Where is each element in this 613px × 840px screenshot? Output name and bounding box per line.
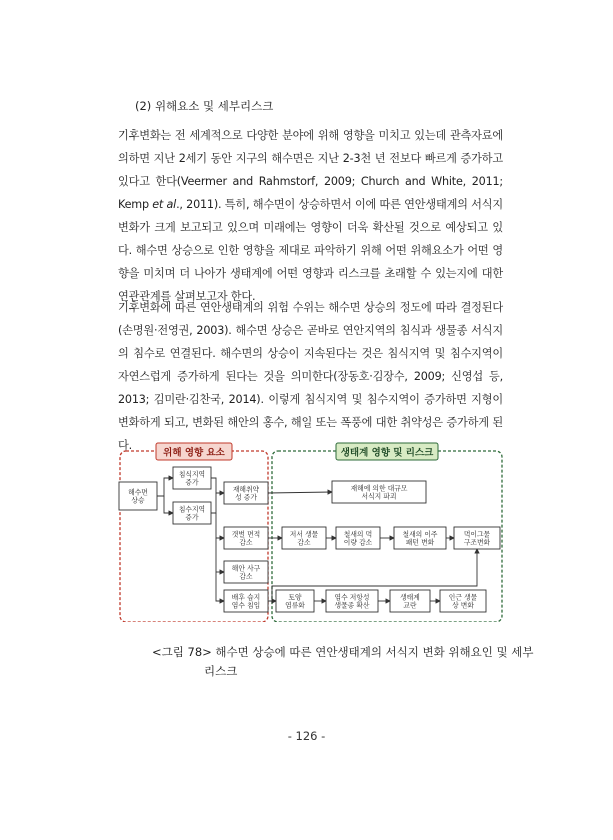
node-benthic-decrease: [282, 527, 326, 549]
edge-1: [157, 478, 173, 496]
section-heading: (2) 위해요소 및 세부리스크: [135, 99, 274, 113]
paragraph-1: [118, 124, 503, 308]
page-number: - 126 -: [287, 729, 326, 743]
node-erosion-increase: [173, 467, 211, 489]
figure-caption: [152, 643, 534, 681]
svg-text:재해취약성 증가: 재해취약 성 증가: [232, 485, 260, 502]
node-flood-increase: [173, 502, 211, 524]
caption-line-2: 리스크: [204, 664, 238, 678]
svg-text:염수 저항성생물종 확산: 염수 저항성 생물종 확산: [334, 593, 370, 610]
node-salt-tolerant-spread: [326, 590, 378, 612]
edge-3: [211, 478, 224, 493]
node-tidal-flat-area-decrease: [224, 527, 268, 549]
svg-text:갯벌 면적감소: 갯벌 면적 감소: [231, 530, 261, 547]
node-habitat-destruction: [332, 481, 426, 503]
paragraph-2: 기후변화에 따른 연안생태계의 위험 수위는 해수면 상승의 정도에 따라 결정된다(손명원·전영권, 2003). 해수면 상승은 곧바로 연안지역의 침식과 생물종 서식지의 침수로 연결된다. 해수면의 상승이 지속된다는 것은 침식지역 및 침수지역이 자연스럽게 증가하게 된다는 것을 의미한다(장동호·김장수, 2009; 신영섭 등, 2013; 김미란·김찬국, 2014). 이렇게 침식지역 및 침수지역이 증가하면 지형이 변화하게 되고, 변화된 해안의 홍수, 해일 또는 폭풍에 대한 취약성은 증가하게 된다.: [118, 301, 503, 452]
svg-text:인근 생물상 변화: 인근 생물 상 변화: [448, 593, 478, 610]
svg-text:저서 생물감소: 저서 생물 감소: [289, 530, 319, 547]
node-sea-level-rise: [119, 482, 157, 510]
svg-text:생태계교란: 생태계 교란: [400, 593, 420, 610]
svg-text:먹이그물구조변화: 먹이그물 구조변화: [463, 530, 491, 547]
diagram-nodes: [119, 467, 500, 612]
svg-text:침수지역증가: 침수지역 증가: [178, 505, 206, 522]
node-vulnerability-increase: [224, 482, 268, 504]
paragraph-1-part-a: 기후변화는 전 세계적으로 다양한 분야에 위해 영향을 미치고 있는데 관측자료에 의하면 지난 2세기 동안 지구의 해수면은 지난 2-3천 년 전보다 빠르게 증가하고 있다고 한다(Veermer and Rahmstorf, 2009; Church and White, 2011; Kemp: [118, 129, 503, 211]
svg-text:침식지역증가: 침식지역 증가: [178, 470, 206, 487]
edge-4: [211, 493, 216, 513]
caption-line-1: <그림 78> 해수면 상승에 따른 연안생태계의 서식지 변화 위해요인 및 세부: [152, 645, 534, 659]
node-foodweb-change: [454, 527, 500, 549]
edge-5: [268, 492, 332, 493]
left-group-label: 위해 영향 요소: [163, 447, 225, 459]
svg-text:재해에 의한 대규모서식지 파괴: 재해에 의한 대규모 서식지 파괴: [350, 484, 408, 501]
paragraph-1-italic: et al: [152, 198, 177, 211]
node-bird-feeding-decrease: [336, 527, 380, 549]
node-ecosystem-disturbance: [390, 590, 430, 612]
svg-text:토양염류화: 토양 염류화: [285, 593, 305, 610]
edge-7: [216, 538, 224, 601]
right-group-label: 생태계 영향 및 리스크: [340, 447, 434, 459]
node-migration-pattern-change: [394, 527, 446, 549]
node-adjacent-biota-change: [440, 590, 486, 612]
edge-2: [164, 496, 173, 513]
paragraph-1-part-b: ., 2011). 특히, 해수면이 상승하면서 이에 따른 연안생태계의 서식지 변화가 크게 보고되고 있으며 미래에는 영향이 더욱 확산될 것으로 예상되고 있다. 해수면 상승으로 인한 영향을 제대로 파악하기 위해 어떤 위해요소가 어떤 영향을 미치며 더 나아가 생태계에 어떤 영향과 리스크를 초래할 수 있는지에 대한 연관관계를 살펴보고자 한다.: [118, 198, 503, 303]
svg-text:해수면상승: 해수면 상승: [128, 488, 148, 505]
risk-diagram: [114, 440, 506, 622]
node-soil-salinization: [276, 590, 314, 612]
node-saltmarsh-flooding: [224, 590, 268, 612]
svg-text:배후 습지염수 침입: 배후 습지 염수 침입: [231, 593, 261, 610]
node-coastal-dune-decrease: [224, 561, 268, 583]
edge-6: [216, 513, 224, 538]
svg-text:해안 사구감소: 해안 사구 감소: [231, 564, 261, 581]
svg-text:철새의 이주패턴 변화: 철새의 이주 패턴 변화: [402, 530, 438, 547]
svg-text:철새의 먹이량 감소: 철새의 먹 이량 감소: [343, 530, 373, 547]
